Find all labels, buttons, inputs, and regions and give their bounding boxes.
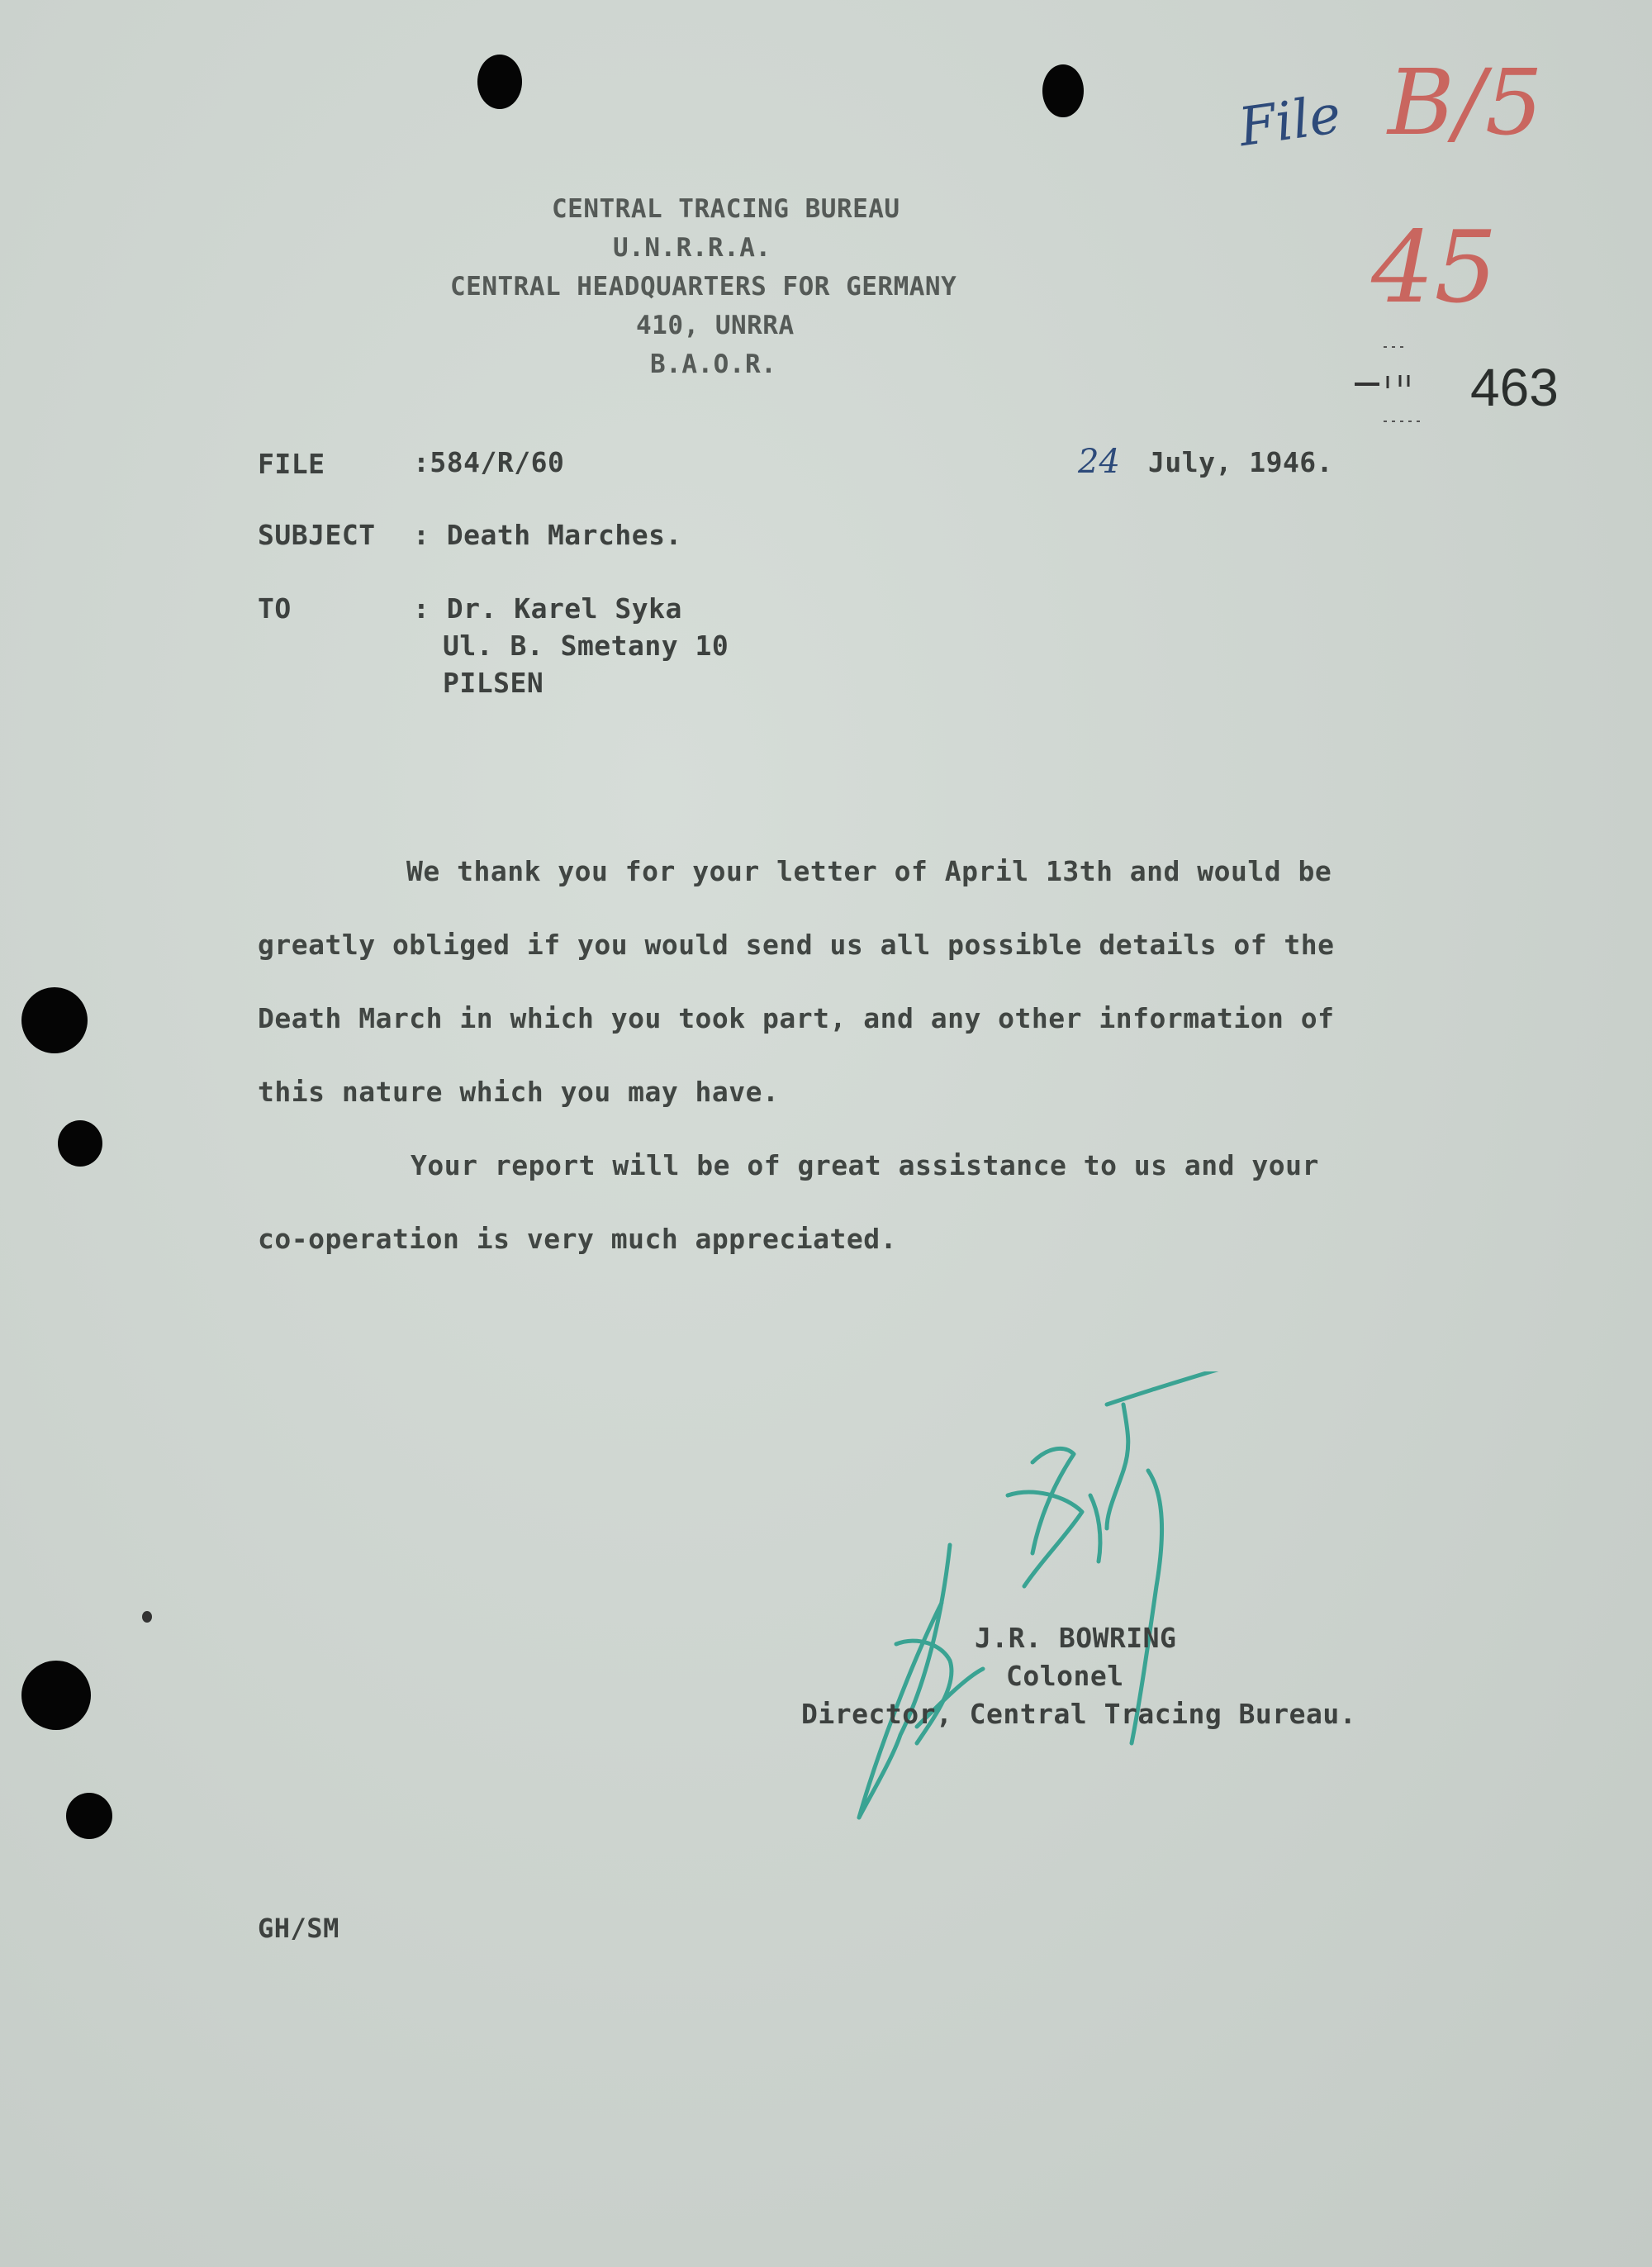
typist-initials: GH/SM <box>258 1913 339 1944</box>
punch-hole-top-left <box>477 55 522 109</box>
stamp-number: 463 <box>1470 358 1559 417</box>
punch-hole-left-2 <box>58 1120 102 1167</box>
letter-body <box>258 834 1414 1276</box>
signatory-rank: Colonel <box>1006 1660 1124 1692</box>
letterhead-line-5: B.A.O.R. <box>650 349 777 379</box>
to-line-1: : Dr. Karel Syka <box>413 592 682 625</box>
date-text: July, 1946. <box>1148 446 1334 478</box>
body-line: Death March in which you took part, and any other information of <box>258 1002 1335 1034</box>
to-label: TO <box>258 592 292 625</box>
file-handwritten-note: File <box>1235 83 1345 159</box>
punch-hole-left-1 <box>21 987 88 1053</box>
letterhead <box>363 190 1107 384</box>
body-line: Your report will be of great assistance to us and your <box>411 1149 1319 1181</box>
letterhead-line-3: CENTRAL HEADQUARTERS FOR GERMANY <box>450 272 957 302</box>
subject-label: SUBJECT <box>258 519 376 551</box>
subject-value: : Death Marches. <box>413 519 682 551</box>
letterhead-line-1: CENTRAL TRACING BUREAU <box>552 194 900 224</box>
red-reference-note: B/5 <box>1388 50 1543 155</box>
punch-hole-top-right <box>1042 64 1084 117</box>
signature-block <box>801 1619 1462 1733</box>
ink-speck <box>142 1611 152 1623</box>
handwritten-signature <box>818 1371 1280 1834</box>
file-label: FILE <box>258 448 325 480</box>
red-number-note: 45 <box>1371 211 1498 326</box>
punch-hole-left-4 <box>66 1793 112 1839</box>
body-line: We thank you for your letter of April 13th and would be <box>406 855 1332 887</box>
letterhead-line-4: 410, UNRRA <box>636 311 795 340</box>
file-value: :584/R/60 <box>413 446 565 478</box>
letterhead-line-2: U.N.R.R.A. <box>613 233 771 263</box>
punch-hole-left-3 <box>21 1661 91 1730</box>
signatory-title: Director, Central Tracing Bureau. <box>801 1698 1357 1730</box>
to-line-3: PILSEN <box>443 667 544 699</box>
signatory-name: J.R. BOWRING <box>975 1622 1177 1654</box>
body-line: greatly obliged if you would send us all possible details of the <box>258 929 1335 961</box>
to-line-2: Ul. B. Smetany 10 <box>443 630 729 662</box>
date-day: 24 <box>1078 443 1120 481</box>
body-line: co-operation is very much appreciated. <box>258 1223 897 1255</box>
body-line: this nature which you may have. <box>258 1076 780 1108</box>
